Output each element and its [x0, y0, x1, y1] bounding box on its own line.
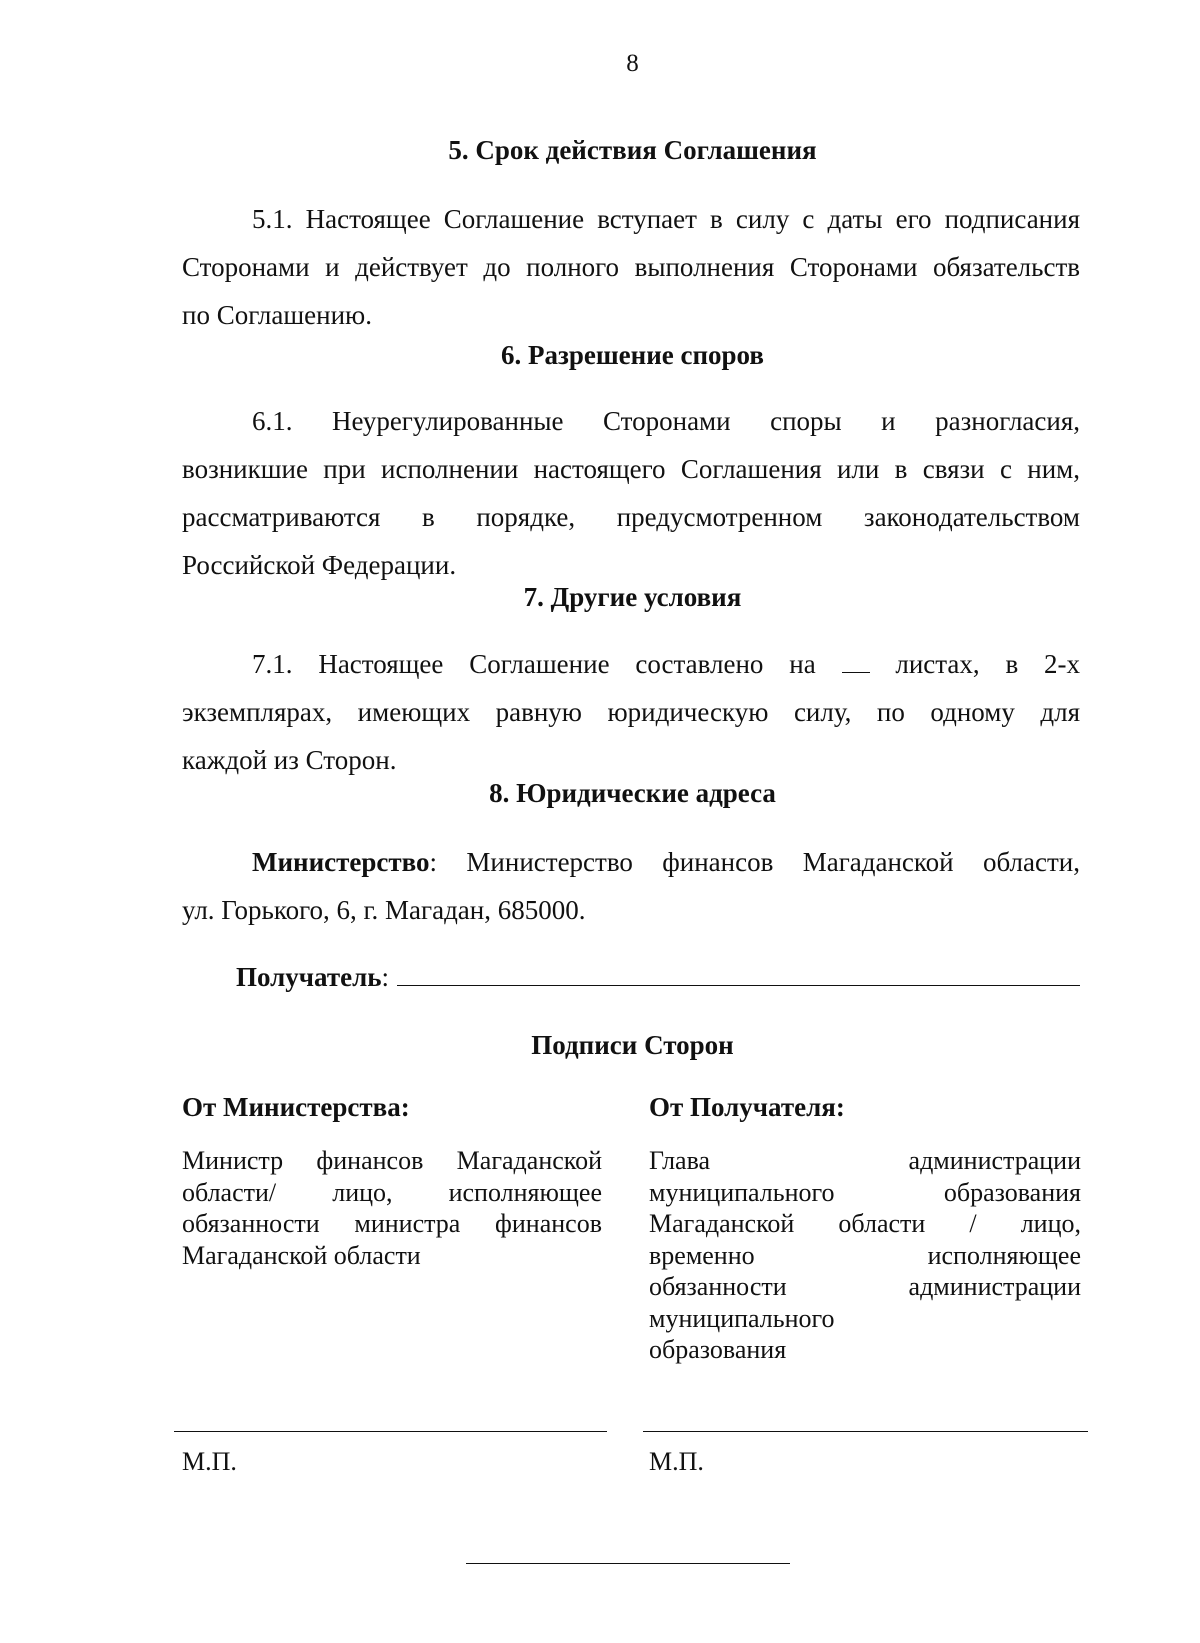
recipient-blank-line — [397, 963, 1080, 986]
section-5-line-2: Сторонами и действует до полного выполнения Сторонами обязательств — [182, 252, 1080, 282]
left-signatory-line-2: области/ лицо, исполняющее — [182, 1177, 602, 1207]
section-6-line-4: Российской Федерации. — [182, 550, 457, 580]
left-signatory-line-3: обязанности министра финансов — [182, 1209, 602, 1238]
section-7-line-1-before: 7.1. Настоящее Соглашение составлено на — [252, 649, 816, 679]
section-6-paragraph — [182, 397, 1080, 589]
section-5-line-3: по Соглашению. — [182, 300, 372, 330]
ministry-address-text: : Министерство финансов Магаданской области, — [429, 847, 1080, 877]
left-signatory-line-1: Министр финансов Магаданской — [182, 1146, 602, 1175]
closing-rule — [466, 1563, 790, 1564]
left-signature-line — [174, 1431, 607, 1432]
left-stamp-place: М.П. — [182, 1447, 237, 1476]
right-signatory-line-1: Глава администрации — [649, 1146, 1081, 1175]
ministry-address-line-2: ул. Горького, 6, г. Магадан, 685000. — [182, 895, 586, 925]
page-number: 8 — [626, 50, 639, 77]
recipient-label: Получатель — [236, 962, 382, 992]
section-6-line-1: 6.1. Неурегулированные Сторонами споры и разногласия, — [252, 406, 1080, 436]
section-7-line-1-after: листах, в 2-х — [895, 649, 1081, 679]
right-column-title: От Получателя: — [649, 1092, 845, 1122]
ministry-address-line-1 — [182, 838, 1080, 886]
signatures-title: Подписи Сторон — [531, 1030, 734, 1060]
right-signatory-line-2: муниципального образования — [649, 1177, 1081, 1207]
left-column-title: От Министерства: — [182, 1092, 410, 1122]
section-7-title: 7. Другие условия — [523, 582, 742, 612]
section-5-title: 5. Срок действия Соглашения — [448, 135, 817, 165]
sheet-count-blank — [842, 654, 870, 673]
right-signatory-line-6: муниципального — [649, 1303, 835, 1333]
right-signatory-line-4: временно исполняющее — [649, 1240, 1081, 1270]
right-signatory-line-3: Магаданской области / лицо, — [649, 1209, 1081, 1238]
section-8-paragraph — [182, 838, 1080, 934]
section-6-line-2: возникшие при исполнении настоящего Соглашения или в связи с ним, — [182, 454, 1080, 484]
right-signatory-line-5: обязанности администрации — [649, 1272, 1081, 1301]
section-6-title: 6. Разрешение споров — [501, 340, 764, 370]
right-signature-line — [643, 1431, 1088, 1432]
ministry-label: Министерство — [252, 847, 430, 877]
section-6-line-3: рассматриваются в порядке, предусмотренном законодательством — [182, 502, 1080, 532]
section-7-line-2: экземплярах, имеющих равную юридическую силу, по одному для — [182, 697, 1080, 727]
recipient-colon: : — [381, 962, 390, 992]
section-5-paragraph — [182, 195, 1080, 339]
right-stamp-place: М.П. — [649, 1447, 704, 1476]
section-5-line-1: 5.1. Настоящее Соглашение вступает в силу с даты его подписания — [252, 204, 1080, 234]
left-signatory-text — [182, 1145, 602, 1271]
right-signatory-text — [649, 1145, 1081, 1366]
section-7-paragraph — [182, 640, 1080, 784]
left-signatory-line-4: Магаданской области — [182, 1240, 421, 1270]
right-signatory-line-7: образования — [649, 1335, 787, 1364]
section-8-title: 8. Юридические адреса — [489, 778, 776, 808]
section-7-line-1 — [182, 640, 1080, 688]
recipient-row — [236, 962, 1080, 993]
section-7-line-3: каждой из Сторон. — [182, 745, 397, 775]
